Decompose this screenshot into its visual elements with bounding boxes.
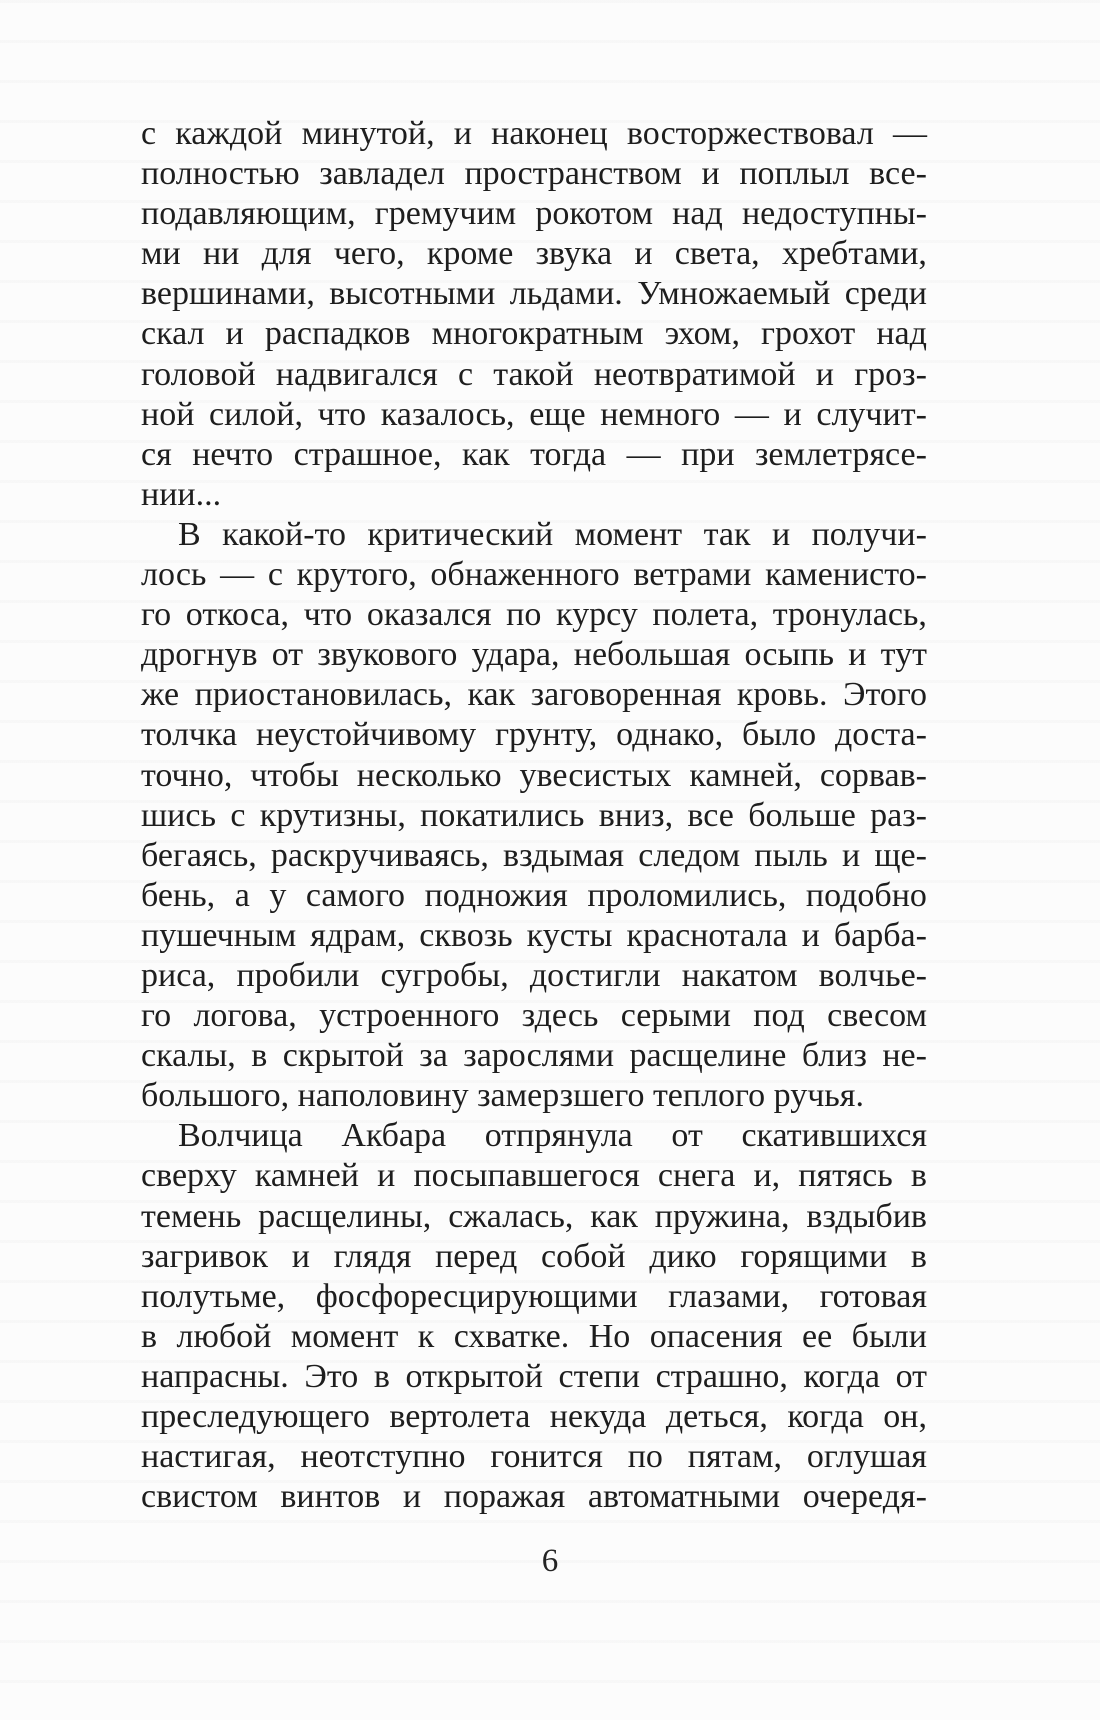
text-line: же приостановилась, как заговоренная кровь. Этого xyxy=(141,676,927,714)
text-line: бень, а у самого подножия проломились, подобно xyxy=(141,876,927,914)
text-line: загривок и глядя перед собой дико горящими в xyxy=(141,1237,927,1275)
text-line: преследующего вертолета некуда деться, когда он, xyxy=(141,1398,927,1435)
text-line: настигая, неотступно гонится по пятам, оглушая xyxy=(141,1438,927,1476)
text-line: полностью завладел пространством и поплыл все- xyxy=(141,155,927,193)
text-line: го откоса, что оказался по курсу полета, тронулась, xyxy=(141,596,927,634)
text-line: с каждой минутой, и наконец восторжествовал — xyxy=(141,115,927,152)
text-line: головой надвигался с такой неотвратимой и гроз- xyxy=(141,355,927,393)
text-line: темень расщелины, сжалась, как пружина, вздыбив xyxy=(141,1197,927,1235)
text-line: в любой момент к схватке. Но опасения ее были xyxy=(141,1317,927,1355)
text-line: пушечным ядрам, сквозь кусты краснотала и барба- xyxy=(141,916,927,954)
text-line: скал и распадков многократным эхом, грохот над xyxy=(141,315,927,353)
text-line: вершинами, высотными льдами. Умножаемый среди xyxy=(141,275,927,313)
text-line: В какой-то критический момент так и получи- xyxy=(178,515,927,553)
text-line: свистом винтов и поражая автоматными очередя- xyxy=(141,1478,927,1516)
text-line: сверху камней и посыпавшегося снега и, пятясь в xyxy=(141,1157,927,1195)
text-line: большого, наполовину замерзшего теплого ручья. xyxy=(141,1077,864,1115)
text-line: точно, чтобы несколько увесистых камней, сорвав- xyxy=(141,756,927,794)
text-line: бегаясь, раскручиваясь, вздымая следом пыль и ще- xyxy=(141,836,927,874)
page-text-block xyxy=(141,114,927,1517)
text-line: лось — с крутого, обнаженного ветрами каменисто- xyxy=(141,556,927,594)
page-number: 6 xyxy=(541,1543,559,1579)
text-line: подавляющим, гремучим рокотом над недоступны- xyxy=(141,195,927,233)
text-line: Волчица Акбара отпрянула от скатившихся xyxy=(178,1117,927,1155)
text-line: напрасны. Это в открытой степи страшно, когда от xyxy=(141,1357,927,1395)
text-line: шись с крутизны, покатились вниз, все больше раз- xyxy=(141,796,927,834)
text-line: скалы, в скрытой за зарослями расщелине близ не- xyxy=(141,1037,927,1075)
text-line: ми ни для чего, кроме звука и света, хребтами, xyxy=(141,235,927,273)
text-line: риса, пробили сугробы, достигли накатом волчье- xyxy=(141,956,927,994)
text-line: ной силой, что казалось, еще немного — и случит- xyxy=(141,395,927,433)
text-line: полутьме, фосфоресцирующими глазами, готовая xyxy=(141,1277,927,1315)
text-line: нии... xyxy=(141,475,222,513)
text-line: ся нечто страшное, как тогда — при землетрясе- xyxy=(141,435,927,473)
text-line: толчка неустойчивому грунту, однако, было доста- xyxy=(141,716,927,754)
text-line: го логова, устроенного здесь серыми под свесом xyxy=(141,997,927,1035)
text-line: дрогнув от звукового удара, небольшая осыпь и тут xyxy=(141,636,927,674)
